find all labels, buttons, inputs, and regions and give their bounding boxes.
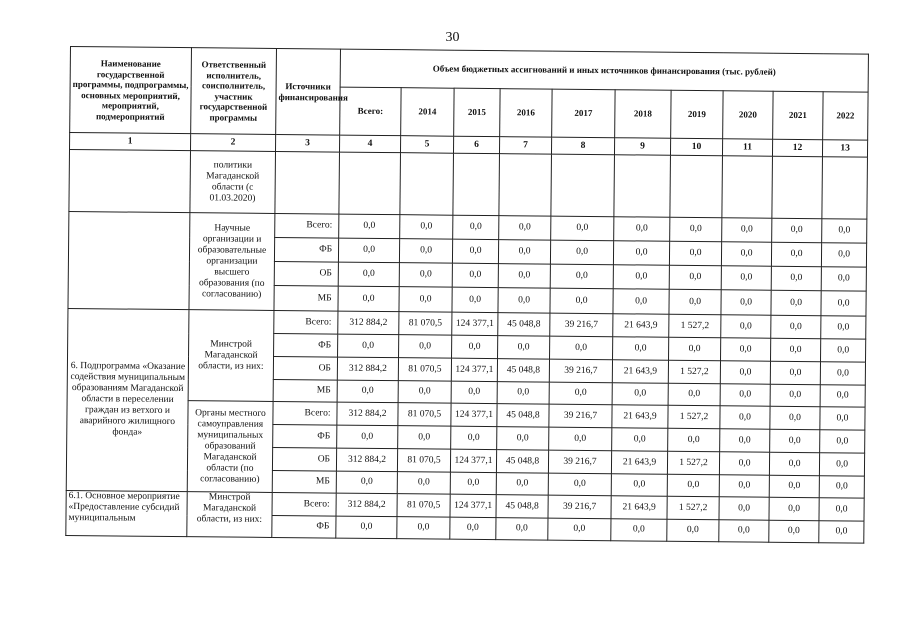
value-cell: 0,0 [548, 473, 611, 496]
value-cell: 0,0 [669, 265, 721, 289]
executor-cell: Органы местного самоуправления муниципальных образований Магаданской области (по согласованию) [187, 401, 273, 493]
source-cell: Всего: [272, 492, 336, 516]
value-cell: 0,0 [452, 263, 498, 287]
header-total: Всего: [340, 87, 401, 136]
value-cell: 0,0 [770, 384, 820, 406]
value-cell: 0,0 [337, 425, 398, 449]
value-cell: 21 643,9 [611, 496, 667, 520]
value-cell: 0,0 [611, 474, 667, 497]
value-cell: 45 048,8 [498, 313, 550, 336]
source-cell: МБ [273, 379, 337, 402]
value-cell: 0,0 [398, 426, 451, 450]
value-cell: 0,0 [399, 239, 452, 264]
value-cell: 0,0 [722, 218, 772, 242]
value-cell: 0,0 [498, 264, 550, 288]
value-cell: 0,0 [667, 474, 719, 496]
value-cell: 0,0 [614, 217, 670, 242]
value-cell: 0,0 [721, 338, 771, 361]
header-volume-column: Объем бюджетных ассигнований и иных источников финансирования (тыс. рублей) [340, 49, 868, 92]
executor-cell: Минстрой Магаданской области, из них: [188, 310, 274, 402]
value-cell: 0,0 [613, 265, 669, 290]
column-number: 10 [670, 138, 722, 155]
value-cell: 0,0 [821, 316, 866, 339]
value-cell: 0,0 [613, 289, 669, 315]
value-cell: 0,0 [548, 518, 611, 541]
value-cell: 0,0 [611, 519, 667, 542]
header-year: 2016 [500, 89, 552, 137]
value-cell: 312 884,2 [336, 493, 397, 517]
source-cell: Всего: [274, 310, 338, 334]
value-cell [339, 152, 401, 215]
header-name-column: Наименование государственной программы, подпрограммы, основных мероприятий, мероприятий, подмероприятий [70, 47, 192, 134]
value-cell: 0,0 [399, 263, 452, 288]
value-cell: 0,0 [721, 315, 771, 338]
value-cell: 0,0 [820, 362, 865, 385]
value-cell: 45 048,8 [497, 404, 549, 427]
source-cell: Всего: [273, 401, 337, 425]
value-cell: 39 216,7 [548, 450, 611, 474]
column-number: 6 [453, 136, 499, 153]
value-cell: 81 070,5 [399, 312, 452, 336]
header-sources-column: Источники финансирования [276, 48, 341, 135]
value-cell: 0,0 [771, 290, 821, 315]
value-cell: 0,0 [820, 430, 865, 453]
header-year: 2014 [401, 88, 454, 137]
value-cell: 0,0 [338, 238, 399, 263]
value-cell: 0,0 [821, 291, 866, 316]
value-cell: 124 377,1 [450, 449, 496, 472]
value-cell: 0,0 [549, 427, 612, 451]
value-cell: 0,0 [497, 427, 549, 450]
value-cell: 0,0 [450, 472, 496, 494]
value-cell: 0,0 [819, 498, 864, 521]
value-cell: 0,0 [450, 517, 496, 539]
value-cell: 45 048,8 [497, 359, 549, 382]
executor-cell: политики Магаданской области (с 01.03.2020) [190, 151, 276, 214]
header-year: 2021 [773, 91, 823, 139]
executor-cell: Минстрой Магаданской области, из них: [187, 492, 272, 538]
value-cell: 0,0 [613, 337, 669, 361]
value-cell: 39 216,7 [549, 404, 612, 428]
value-cell: 0,0 [613, 241, 669, 266]
value-cell: 45 048,8 [496, 495, 548, 518]
value-cell: 124 377,1 [451, 358, 497, 381]
value-cell: 39 216,7 [550, 313, 613, 337]
value-cell: 0,0 [550, 264, 613, 289]
value-cell: 0,0 [499, 216, 551, 240]
value-cell: 0,0 [819, 521, 864, 543]
value-cell: 0,0 [336, 516, 397, 539]
value-cell: 0,0 [399, 287, 452, 313]
program-name-cell: 6. Подпрограмма «Оказание содействия муниципальным образованиям Магаданской области в переселении граждан из ветхого и аварийного жилищного фонда» [66, 308, 189, 491]
header-year: 2020 [723, 91, 773, 139]
value-cell: 0,0 [496, 473, 548, 495]
source-cell: МБ [274, 285, 338, 311]
source-cell: ФБ [274, 237, 338, 262]
value-cell: 0,0 [720, 429, 770, 452]
table-row [69, 150, 868, 220]
value-cell: 81 070,5 [398, 403, 451, 427]
value-cell: 0,0 [670, 217, 722, 241]
source-cell: ФБ [273, 424, 337, 448]
value-cell [499, 154, 552, 216]
value-cell: 0,0 [337, 380, 398, 403]
value-cell: 0,0 [498, 336, 550, 359]
value-cell: 0,0 [769, 520, 819, 542]
value-cell: 124 377,1 [452, 312, 498, 335]
column-number: 8 [551, 137, 614, 155]
program-name-cell [68, 211, 190, 309]
source-cell: ОБ [274, 261, 338, 286]
value-cell: 0,0 [498, 240, 550, 264]
source-cell: ОБ [272, 447, 336, 471]
value-cell: 1 527,2 [669, 314, 721, 337]
value-cell: 0,0 [451, 381, 497, 403]
value-cell [400, 153, 454, 216]
value-cell: 0,0 [819, 453, 864, 476]
value-cell: 0,0 [719, 497, 769, 520]
value-cell: 0,0 [770, 406, 820, 429]
value-cell [670, 155, 723, 217]
value-cell: 0,0 [550, 288, 613, 314]
value-cell: 0,0 [771, 315, 821, 338]
value-cell: 1 527,2 [667, 496, 719, 519]
value-cell: 0,0 [669, 337, 721, 360]
value-cell: 39 216,7 [549, 359, 612, 383]
value-cell: 0,0 [821, 243, 866, 267]
value-cell: 0,0 [400, 215, 453, 240]
value-cell: 0,0 [770, 429, 820, 452]
value-cell: 0,0 [669, 241, 721, 265]
value-cell: 0,0 [821, 267, 866, 291]
value-cell: 0,0 [497, 382, 549, 404]
value-cell: 0,0 [721, 290, 771, 315]
value-cell: 0,0 [338, 262, 399, 287]
value-cell: 0,0 [720, 361, 770, 384]
value-cell: 0,0 [820, 385, 865, 407]
value-cell: 312 884,2 [338, 311, 399, 335]
value-cell: 0,0 [452, 287, 498, 312]
value-cell: 0,0 [719, 452, 769, 475]
value-cell: 0,0 [338, 286, 399, 312]
value-cell: 0,0 [770, 361, 820, 384]
source-cell: МБ [272, 470, 336, 493]
value-cell: 0,0 [668, 383, 720, 405]
value-cell: 0,0 [551, 216, 614, 241]
value-cell: 0,0 [668, 428, 720, 451]
value-cell: 0,0 [669, 289, 721, 314]
value-cell [551, 154, 615, 217]
value-cell: 0,0 [612, 428, 668, 452]
column-number: 2 [191, 134, 276, 152]
value-cell: 0,0 [550, 240, 613, 265]
value-cell: 0,0 [498, 288, 550, 313]
value-cell: 0,0 [769, 452, 819, 475]
value-cell: 312 884,2 [337, 402, 398, 426]
value-cell: 312 884,2 [336, 448, 397, 472]
value-cell: 0,0 [336, 471, 397, 494]
column-number: 1 [70, 133, 191, 151]
financing-table [65, 46, 869, 544]
value-cell: 0,0 [339, 214, 400, 239]
header-year: 2019 [671, 90, 723, 138]
value-cell: 312 884,2 [337, 357, 398, 381]
column-number: 13 [822, 140, 867, 157]
value-cell: 21 643,9 [611, 451, 667, 475]
column-number: 12 [772, 139, 822, 156]
value-cell: 81 070,5 [397, 494, 450, 518]
value-cell: 21 643,9 [613, 314, 669, 338]
program-name-cell: 6.1. Основное мероприятие «Предоставление субсидий муниципальным [66, 490, 187, 536]
value-cell: 1 527,2 [667, 451, 719, 474]
value-cell: 0,0 [820, 407, 865, 430]
value-cell: 0,0 [612, 383, 668, 406]
value-cell: 21 643,9 [612, 360, 668, 384]
value-cell: 0,0 [819, 476, 864, 498]
value-cell: 0,0 [550, 336, 613, 360]
executor-cell: Научные организации и образовательные организации высшего образования (по согласованию) [189, 213, 275, 311]
value-cell: 0,0 [397, 472, 450, 495]
value-cell: 0,0 [452, 239, 498, 263]
value-cell: 124 377,1 [450, 494, 496, 517]
value-cell: 0,0 [338, 334, 399, 358]
source-cell: Всего: [275, 213, 339, 238]
column-number: 11 [722, 139, 772, 156]
column-number: 5 [400, 136, 453, 154]
value-cell: 0,0 [453, 215, 499, 239]
header-executor-column: Ответственный исполнитель, соисполнитель, участник государственной программы [191, 48, 277, 135]
source-cell [275, 151, 340, 214]
value-cell: 0,0 [771, 338, 821, 361]
value-cell: 21 643,9 [612, 405, 668, 429]
value-cell: 1 527,2 [668, 405, 720, 428]
value-cell: 0,0 [772, 218, 822, 242]
value-cell: 0,0 [721, 242, 771, 266]
value-cell: 0,0 [452, 335, 498, 358]
value-cell: 0,0 [720, 384, 770, 406]
value-cell: 0,0 [769, 497, 819, 520]
value-cell: 45 048,8 [496, 450, 548, 473]
value-cell: 0,0 [451, 426, 497, 449]
value-cell: 1 527,2 [668, 360, 720, 383]
header-year: 2022 [823, 92, 869, 140]
value-cell: 0,0 [667, 519, 719, 541]
value-cell [614, 155, 671, 218]
column-number: 3 [275, 134, 339, 152]
value-cell: 0,0 [721, 266, 771, 290]
value-cell [722, 156, 773, 218]
value-cell [772, 156, 823, 218]
value-cell: 0,0 [769, 475, 819, 497]
value-cell: 81 070,5 [397, 449, 450, 473]
program-name-cell [69, 150, 191, 213]
value-cell: 0,0 [771, 242, 821, 266]
value-cell: 0,0 [496, 518, 548, 540]
financing-table-sheet [65, 46, 868, 544]
source-cell: ФБ [272, 515, 336, 538]
value-cell: 124 377,1 [451, 403, 497, 426]
value-cell [453, 153, 500, 215]
value-cell: 81 070,5 [398, 358, 451, 382]
value-cell: 0,0 [399, 335, 452, 359]
value-cell: 0,0 [398, 381, 451, 404]
value-cell: 0,0 [397, 517, 450, 540]
value-cell: 0,0 [822, 219, 867, 243]
value-cell: 0,0 [720, 406, 770, 429]
column-number: 7 [499, 137, 551, 154]
column-number: 4 [339, 135, 400, 153]
page-number: 30 [445, 30, 460, 45]
header-year: 2018 [615, 90, 671, 139]
value-cell: 0,0 [719, 520, 769, 542]
column-number: 9 [614, 138, 670, 156]
header-year: 2015 [454, 88, 500, 136]
table-body [66, 150, 868, 544]
value-cell [822, 157, 868, 219]
value-cell: 0,0 [771, 266, 821, 290]
source-cell: ОБ [273, 356, 337, 380]
value-cell: 0,0 [549, 382, 612, 405]
value-cell: 39 216,7 [548, 495, 611, 519]
value-cell: 0,0 [821, 339, 866, 362]
header-year: 2017 [552, 89, 615, 138]
value-cell: 0,0 [719, 475, 769, 497]
source-cell: ФБ [274, 333, 338, 357]
